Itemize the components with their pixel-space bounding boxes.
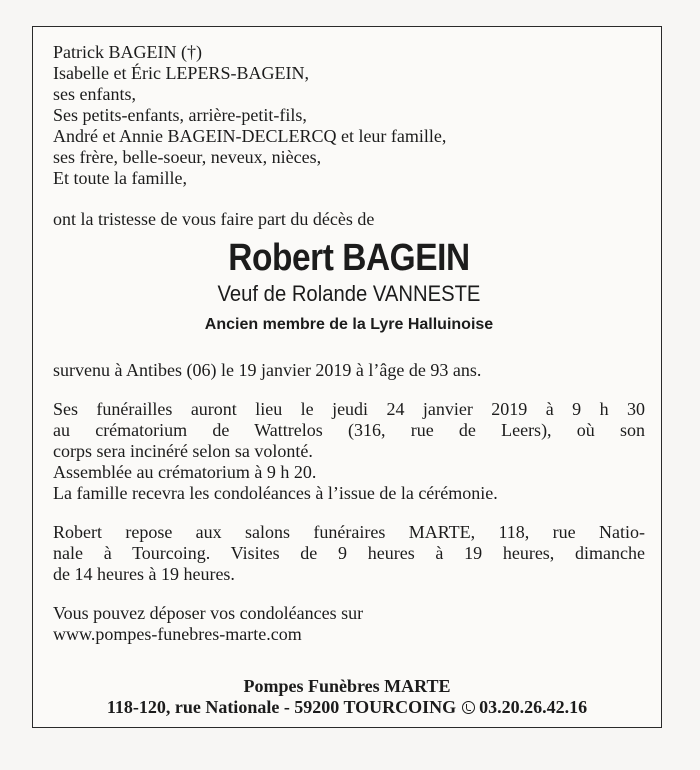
family-line: Ses petits-enfants, arrière-petit-fils, [53, 105, 307, 125]
family-line: Patrick BAGEIN (†) [53, 42, 202, 62]
condolences-line: Vous pouvez déposer vos condoléances sur [53, 603, 364, 623]
membership-text: Ancien membre de la Lyre Halluinoise [204, 316, 494, 333]
family-line: ses frère, belle-soeur, neveux, nièces, [53, 147, 322, 167]
repose-line: Robert repose aux salons funéraires MARTE, 118, rue Natio- [53, 522, 645, 542]
widow-of-text: Veuf de Rolande VANNESTE [217, 281, 481, 306]
telephone-icon [462, 701, 475, 714]
funeral-paragraph [53, 399, 645, 504]
funeral-home-footer [40, 676, 654, 718]
condolences-url[interactable]: www.pompes-funebres-marte.com [53, 624, 302, 644]
funeral-line: au crématorium de Wattrelos (316, rue de Leers), où son [53, 420, 645, 440]
repose-paragraph [53, 522, 645, 585]
funeral-line: Ses funérailles auront lieu le jeudi 24 janvier 2019 à 9 h 30 [53, 399, 645, 419]
repose-line: de 14 heures à 19 heures. [53, 564, 235, 584]
death-info: survenu à Antibes (06) le 19 janvier 2019 à l’âge de 93 ans. [53, 360, 482, 380]
funeral-home-name: Pompes Funèbres MARTE [243, 676, 451, 696]
obituary-content [53, 42, 645, 645]
funeral-home-contact [40, 697, 654, 718]
family-line: Isabelle et Éric LEPERS-BAGEIN, [53, 63, 309, 83]
funeral-line: La famille recevra les condoléances à l’issue de la cérémonie. [53, 483, 498, 503]
repose-line: nale à Tourcoing. Visites de 9 heures à 19 heures, dimanche [53, 543, 645, 563]
funeral-line: Assemblée au crématorium à 9 h 20. [53, 462, 317, 482]
funeral-line: corps sera incinéré selon sa volonté. [53, 441, 313, 461]
announcement-text: ont la tristesse de vous faire part du décès de [53, 209, 375, 229]
family-line: André et Annie BAGEIN-DECLERCQ et leur famille, [53, 126, 447, 146]
deceased-name: Robert BAGEIN [228, 237, 470, 279]
funeral-home-address: 118-120, rue Nationale - 59200 TOURCOING [106, 697, 457, 717]
family-line: ses enfants, [53, 84, 136, 104]
family-list [53, 42, 645, 189]
family-line: Et toute la famille, [53, 168, 187, 188]
funeral-home-phone[interactable]: 03.20.26.42.16 [479, 697, 588, 717]
condolences-paragraph [53, 603, 645, 645]
